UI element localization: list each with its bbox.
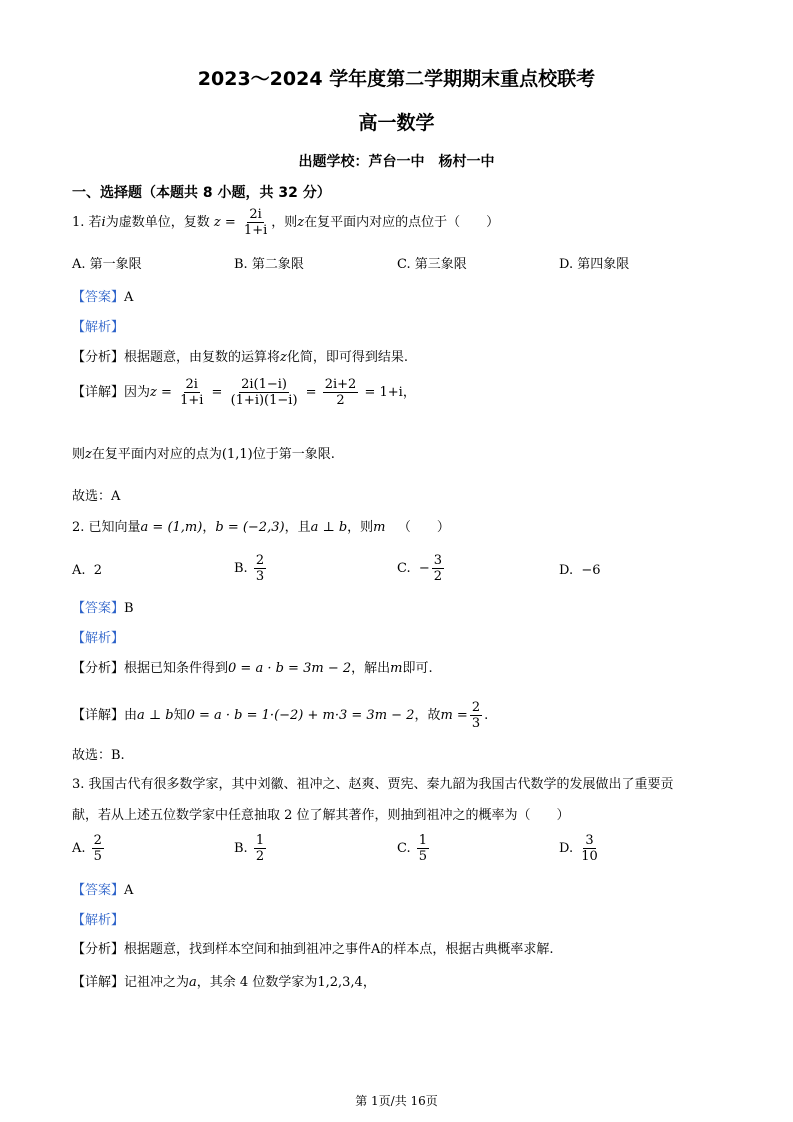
q2-option-a [72,563,102,578]
q1-fraction [242,207,269,238]
q3-opt-a-label: A. [72,841,86,856]
q3-detail [72,971,376,990]
q2-fenxi-a: 根据已知条件得到 [124,661,229,676]
q3-fenxi-a: 根据题意，找到样本空间和抽到祖冲之事件 [124,942,372,957]
q1-fenxi-z: z [280,350,287,365]
q1-detail-z: z [150,385,157,400]
exam-school: 出题学校：芦台一中 杨村一中 [298,154,495,170]
q2-fenxi [72,657,433,676]
q2-detail-den: 3 [471,716,481,731]
q2-stem [72,516,450,535]
q1-answer-value: A [124,290,134,305]
q3-fenxi [72,938,554,957]
q1-detail-frac-3-num: 2i+2 [324,377,357,392]
q2-perp: a ⊥ b [310,520,348,535]
q2-vec-b: b = (−2,3) [215,520,285,535]
q2-text-a: ，且 [284,520,311,535]
q1-detail-eq-1: = [161,385,172,400]
q1-detail [72,377,416,408]
q1-detail-frac-3 [323,377,359,408]
fenxi-label: 【分析】 [72,661,125,676]
q1-z-symbol-2: z [297,215,305,230]
q3-stem-line1: 3. 我国古代有很多数学家，其中刘徽、祖冲之、赵爽、贾宪、秦九韶为我国古代数学的发展做出了重要贡 [72,777,674,792]
q1-guxuan: 故选：A [72,489,121,504]
q1-detail-frac-2 [229,377,300,408]
q2-answer-value: B [124,601,134,616]
q1-text-c: 在复平面内对应的点位于（ ） [304,215,500,230]
q1-detail-lead: 因为 [124,385,151,400]
q3-detail-a: 记祖冲之为 [124,975,190,990]
section-heading: 一、选择题（本题共 8 小题，共 32 分） [72,185,331,201]
q1-answer [72,286,133,305]
q2-opt-c-label: C. [397,561,411,576]
xiangjie-label: 【详解】 [72,385,125,400]
q1-z-symbol: z [213,215,221,230]
q3-opt-c-den: 5 [418,849,428,864]
answer-label: 【答案】 [72,601,125,616]
q1-fraction-num: 2i [249,207,262,222]
q1-option-c: C. 第三象限 [397,257,467,272]
q1-i-symbol: i [101,215,106,230]
q1-conclusion [72,443,335,462]
q1-detail-frac-2-den: (1+i)(1−i) [230,393,298,408]
q2-answer [72,597,134,616]
q2-fenxi-m: m [390,661,403,676]
q3-option-d [559,833,602,864]
q1-text-a: 为虚数单位，复数 [105,215,210,230]
q1-detail-frac-1-den: 1+i [180,393,204,408]
q1-fenxi-b: 化简，即可得到结果. [286,350,409,365]
q2-opt-c-num: 3 [433,553,443,568]
q1-detail-frac-1-num: 2i [185,377,198,392]
q3-opt-b-num: 1 [255,833,265,848]
q2-opt-b-num: 2 [255,553,265,568]
q2-fenxi-c: 即可. [402,661,433,676]
q3-option-a [72,833,106,864]
q2-option-d [559,563,601,578]
q2-fenxi-b: ，解出 [351,661,391,676]
q1-detail-eq-4: = [364,385,376,400]
q1-concl-a: 则 [72,447,86,462]
q1-detail-end: 1+i [379,385,403,400]
q1-concl-z: z [85,447,92,462]
q2-option-c: C. − $\frac{3}{2}$ [397,553,443,584]
q1-concl-point: (1,1) [221,447,253,462]
q2-detail-perp: a ⊥ b [137,708,174,723]
q2-detail-end: . [484,708,489,723]
q2-opt-b-den: 3 [255,569,265,584]
q1-fraction-den: 1+i [243,223,268,238]
fenxi-label: 【分析】 [72,350,125,365]
q2-opt-a-value: 2 [93,563,103,578]
q1-fenxi-a: 根据题意，由复数的运算将 [124,350,281,365]
q2-guxuan: 故选：B. [72,748,125,763]
q2-opt-d-label: D. [559,563,574,578]
q3-opt-a-num: 2 [93,833,102,848]
q3-opt-d-num: 3 [585,833,594,848]
q3-analysis [72,909,124,928]
q3-detail-c: ， [362,975,376,990]
q1-detail-eq-2: = [211,385,223,400]
q2-detail-eq: 0 = a · b = 1·(−2) + m·3 = 3m − 2 [186,708,415,723]
q1-text-b: ，则 [271,215,298,230]
q2-analysis [72,627,124,646]
q1-fenxi [72,346,408,365]
q3-answer [72,879,133,898]
q2-vec-a: a = (1,m) [140,520,203,535]
q3-fenxi-b: 的样本点，根据古典概率求解. [380,942,554,957]
q3-option-b [234,833,268,864]
q3-detail-b: ，其余 4 位数学家为 [196,975,318,990]
q2-detail-num: 2 [471,700,481,715]
q1-eq: = [224,215,236,230]
q3-opt-c-num: 1 [418,833,428,848]
q3-opt-b-label: B. [234,841,248,856]
q2-detail-m: m = [440,708,468,723]
q3-answer-value: A [124,883,134,898]
fenxi-label: 【分析】 [72,942,125,957]
q3-opt-b-den: 2 [255,849,265,864]
q2-opt-b-label: B. [234,561,248,576]
q1-option-b: B. 第二象限 [234,257,304,272]
q1-detail-frac-1 [178,377,205,408]
q1-stem [72,207,499,238]
q3-opt-c-frac [417,833,429,864]
q3-opt-b-frac [254,833,266,864]
answer-label: 【答案】 [72,883,125,898]
q2-fenxi-eq: 0 = a · b = 3m − 2 [228,661,352,676]
exam-subtitle: 高一数学 [358,112,435,134]
q2-detail-frac [470,700,482,731]
q2-opt-b-frac [254,553,266,584]
q3-stem-line2: 献，若从上述五位数学家中任意抽取 2 位了解其著作，则抽到祖冲之的概率为（ ） [72,808,570,823]
q2-opt-a-label: A. [72,563,86,578]
q1-option-d: D. 第四象限 [559,257,630,272]
q2-lead: 2. 已知向量 [72,520,141,535]
q3-opt-d-den: 10 [581,849,598,864]
q2-opt-c-den: 2 [433,569,443,584]
q3-opt-d-frac [579,833,600,864]
q1-option-a: A. 第一象限 [72,257,142,272]
q2-opt-c-frac [432,553,444,584]
answer-label: 【答案】 [72,290,125,305]
q1-analysis [72,316,124,335]
q2-detail-b: 知 [173,708,187,723]
analysis-label: 【解析】 [72,913,125,928]
q3-option-c [397,833,431,864]
q2-text-b: ，则 [347,520,374,535]
q3-opt-d-label: D. [559,841,574,856]
q2-detail-c: ，故 [414,708,441,723]
q3-detail-set: 1,2,3,4 [317,975,363,990]
q1-detail-frac-2-num: 2i(1−i) [241,377,288,392]
q3-opt-a-den: 5 [93,849,102,864]
q2-option-b [234,553,268,584]
q2-paren: （ ） [397,520,450,535]
q1-detail-tail: ， [402,385,416,400]
exam-title: 2023～2024 学年度第二学期期末重点校联考 [197,68,596,90]
analysis-label: 【解析】 [72,631,125,646]
page-footer: 第 1页/共 16页 [355,1094,438,1108]
q2-detail [72,700,488,731]
q1-lead: 1. 若 [72,215,102,230]
q2-m-symbol: m [373,520,386,535]
q3-opt-c-label: C. [397,841,411,856]
q1-detail-eq-3: = [305,385,317,400]
q2-sep1: ， [202,520,216,535]
q3-opt-a-frac [92,833,104,864]
q1-concl-c: 位于第一象限. [252,447,335,462]
q2-opt-d-value: −6 [581,563,601,578]
q2-detail-a: 由 [124,708,138,723]
analysis-label: 【解析】 [72,320,125,335]
xiangjie-label: 【详解】 [72,708,125,723]
q3-detail-sym: a [189,975,197,990]
q1-detail-frac-3-den: 2 [336,393,345,408]
q1-concl-b: 在复平面内对应的点为 [91,447,222,462]
q3-fenxi-A: A [371,942,381,957]
xiangjie-label: 【详解】 [72,975,125,990]
